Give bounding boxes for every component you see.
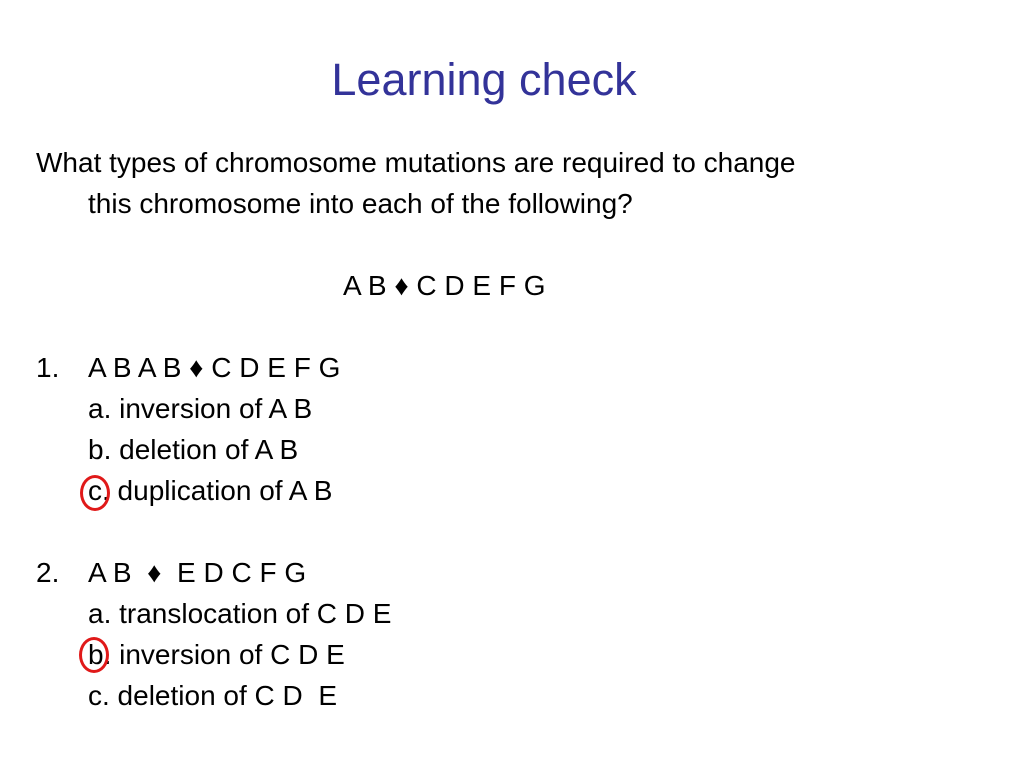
option-a: a. translocation of C D E (88, 598, 392, 629)
question-sequence: A B ♦ E D C F G (88, 557, 307, 588)
option-a: a. inversion of A B (88, 393, 313, 424)
question-line-2: this chromosome into each of the following? (88, 188, 633, 219)
option-c: c. duplication of A B (88, 475, 333, 506)
question-sequence: A B A B ♦ C D E F G (88, 352, 341, 383)
answer-circle-mark (80, 475, 110, 511)
question-number: 1. (36, 352, 60, 383)
option-b: b. deletion of A B (88, 434, 299, 465)
slide-title: Learning check (331, 54, 637, 105)
question-number: 2. (36, 557, 60, 588)
option-c: c. deletion of C D E (88, 680, 338, 711)
question-line-1: What types of chromosome mutations are required to change (36, 147, 796, 178)
option-b: b. inversion of C D E (88, 639, 345, 670)
answer-circle-mark (79, 637, 109, 673)
original-chromosome: A B ♦ C D E F G (343, 270, 546, 301)
